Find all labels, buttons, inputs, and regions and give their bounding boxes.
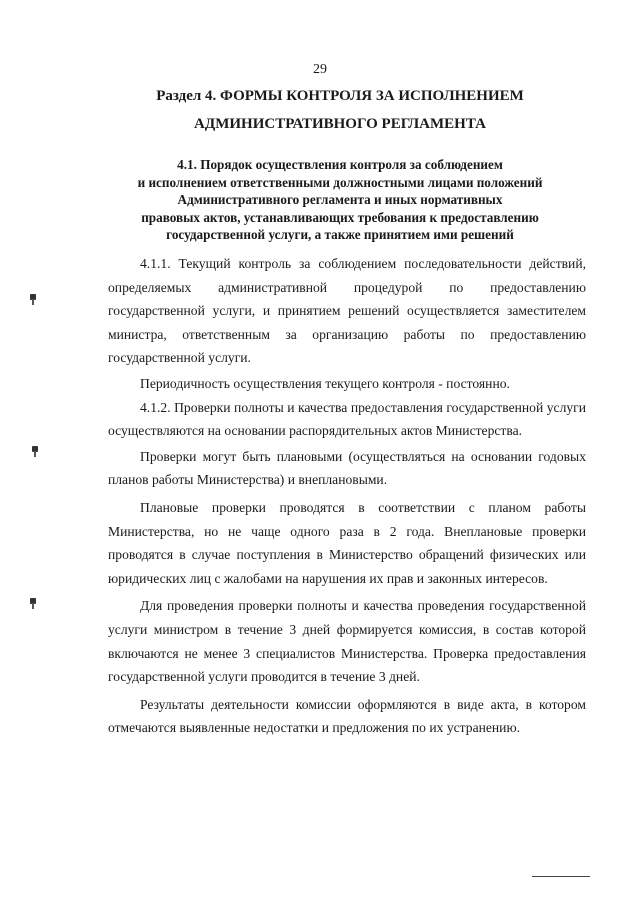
paragraph-inspection-types: Проверки могут быть плановыми (осуществляться на основании годовых планов работы Министерства) и внеплановыми. bbox=[108, 448, 586, 488]
subsection-title-line: государственной услуги, а также принятием ими решений bbox=[166, 227, 514, 242]
paragraph-commission: Для проведения проверки полноты и качества проведения государственной услуги министром в течение 3 дней формируется комиссия, в состав которой включаются не менее 3 специалистов Министерства. Проверка предоставления государственной услуги проводится в течение 3 дней. bbox=[108, 598, 586, 685]
subsection-title bbox=[70, 156, 610, 244]
body-text bbox=[108, 252, 586, 740]
paragraph-planned-inspections: Плановые проверки проводятся в соответствии с планом работы Министерства, но не чаще одного раза в 2 года. Внеплановые проверки проводятся в случае поступления в Министерство обращений физических или юридических лиц с жалобами на нарушения их прав и законных интересов. bbox=[108, 499, 586, 586]
paragraph-4-1-2: 4.1.2. Проверки полноты и качества предоставления государственной услуги осуществляются на основании распорядительных актов Министерства. bbox=[108, 399, 586, 439]
subsection-title-line: правовых актов, устанавливающих требования к предоставлению bbox=[141, 209, 539, 225]
section-title-line-2: АДМИНИСТРАТИВНОГО РЕГЛАМЕНТА bbox=[194, 116, 486, 132]
footer-rule bbox=[532, 876, 590, 877]
paragraph-periodicity: Периодичность осуществления текущего контроля - постоянно. bbox=[140, 375, 510, 391]
binder-hole-mark bbox=[30, 294, 36, 300]
paragraph-results: Результаты деятельности комиссии оформляются в виде акта, в котором отмечаются выявленные недостатки и предложения по их устранению. bbox=[108, 696, 586, 736]
section-title-line-1: Раздел 4. ФОРМЫ КОНТРОЛЯ ЗА ИСПОЛНЕНИЕМ bbox=[156, 88, 524, 104]
binder-hole-mark bbox=[30, 598, 36, 604]
page-number: 29 bbox=[313, 62, 327, 77]
subsection-title-line: 4.1. Порядок осуществления контроля за соблюдением bbox=[177, 157, 503, 172]
binder-hole-mark bbox=[32, 446, 38, 452]
section-title bbox=[60, 82, 620, 138]
paragraph-4-1-1: 4.1.1. Текущий контроль за соблюдением последовательности действий, определяемых административной процедурой по предоставлению государственной услуги, и принятием решений осуществляется заместителем министра, ответственным за организацию работы по предоставлению государственной услуги. bbox=[108, 256, 586, 366]
subsection-title-line: и исполнением ответственными должностными лицами положений bbox=[137, 174, 543, 190]
subsection-title-line: Административного регламента и иных нормативных bbox=[177, 192, 503, 207]
